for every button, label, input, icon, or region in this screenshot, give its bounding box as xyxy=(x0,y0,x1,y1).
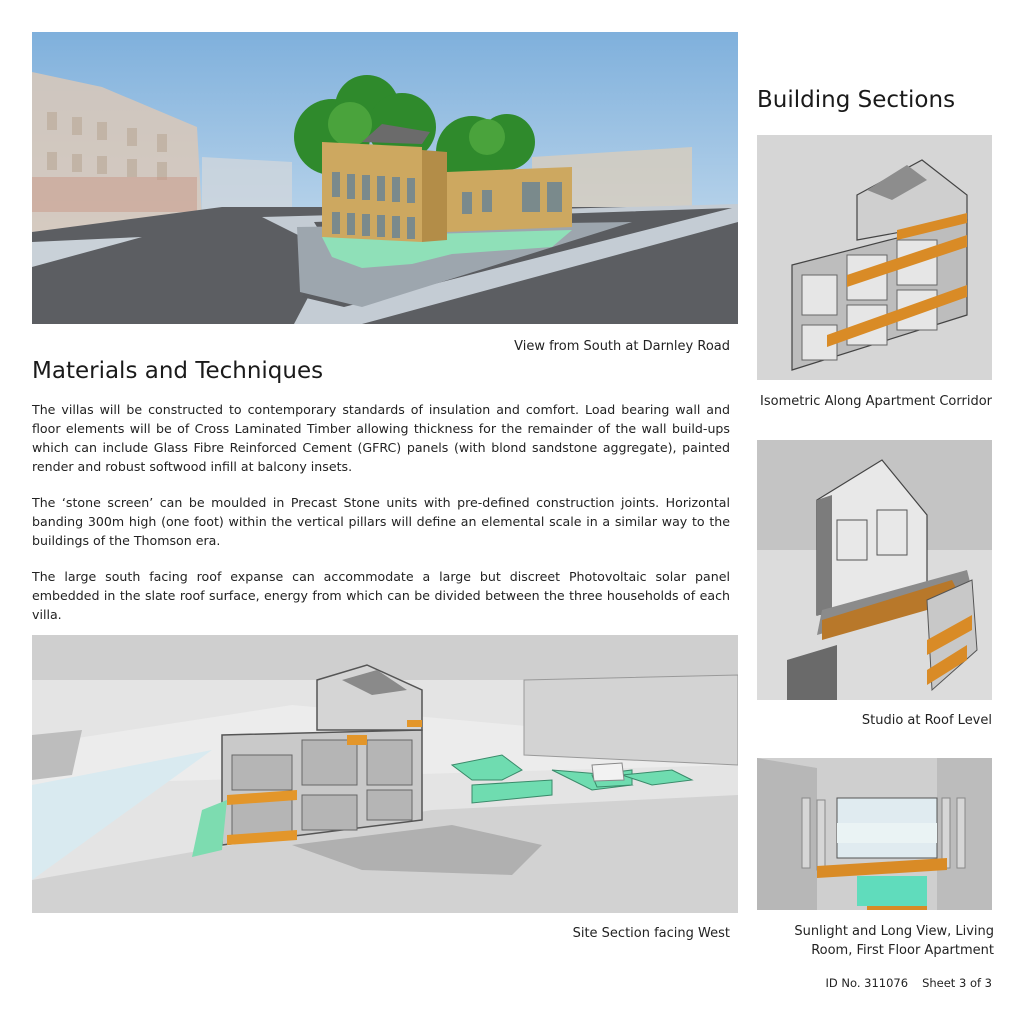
street-view-caption: View from South at Darnley Road xyxy=(514,339,730,354)
living-room-caption-line1: Sunlight and Long View, Living xyxy=(794,924,994,939)
street-view-render xyxy=(32,32,738,324)
sheet-footer xyxy=(826,976,993,990)
id-number: ID No. 311076 xyxy=(825,976,909,990)
site-section-caption: Site Section facing West xyxy=(572,926,730,941)
paragraph-stone-screen: The ‘stone screen’ can be moulded in Precast Stone units with pre-defined construction joints. Horizontal banding 300m high (one foot) within the vertical pillars will define an elemental scale in a similar way to the buildings of the Thomson era. xyxy=(32,495,730,548)
building-sections-heading: Building Sections xyxy=(757,87,956,113)
paragraph-construction: The villas will be constructed to contemporary standards of insulation and comfort. Load bearing wall and floor elements will be of Cross Laminated Timber allowing thickness for the remainder of the wall build-ups which can include Glass Fibre Reinforced Cement (GFRC) panels (with blond sandstone aggregate), painted render and robust softwood infill at balcony insets. xyxy=(32,402,730,474)
studio-roof-render xyxy=(757,440,992,700)
site-section-render xyxy=(32,635,738,913)
materials-heading: Materials and Techniques xyxy=(32,358,324,384)
living-room-caption xyxy=(794,922,994,960)
studio-caption: Studio at Roof Level xyxy=(861,713,992,728)
sheet-number: Sheet 3 of 3 xyxy=(922,976,992,990)
isometric-caption: Isometric Along Apartment Corridor xyxy=(760,394,992,409)
living-room-render xyxy=(757,758,992,910)
paragraph-roof-solar: The large south facing roof expanse can accommodate a large but discreet Photovoltaic solar panel embedded in the slate roof surface, energy from which can be divided between the three households of each villa. xyxy=(32,569,730,622)
living-room-caption-line2: Room, First Floor Apartment xyxy=(811,943,994,958)
isometric-corridor-render xyxy=(757,135,992,380)
